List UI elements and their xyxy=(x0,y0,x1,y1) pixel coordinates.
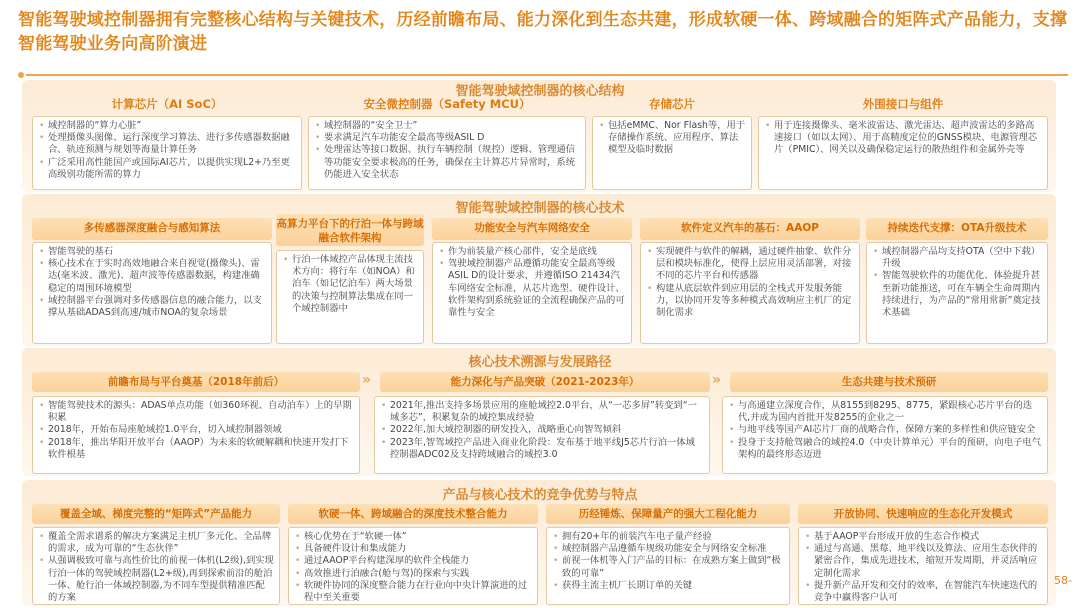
list-item: • 驾驶域控制器产品遵循功能安全最高等级ASIL D的设计要求，并遵循ISO 21434汽车网络安全标准，从芯片选型、硬件设计、软件架构到系统验证的全流程确保产品的可靠性与安全 xyxy=(438,258,626,319)
list-item: • 2021年,推出支持多场景应用的座舱域控2.0平台，从“一芯多屏”转变到“一域多芯”，积累复杂的域控集成经验 xyxy=(380,400,704,424)
chevron-right-icon: » xyxy=(362,372,372,388)
list-item: • 域控制器的“安全卫士” xyxy=(314,120,580,132)
list-item: • 核心技术在于实时高效地融合来自视觉(摄像头)、雷达(毫米波、激光)、超声波等传感器数据，构建准确稳定的周围环境模型 xyxy=(38,258,266,295)
tech-head-4: 软件定义汽车的基石：AAOP xyxy=(640,218,860,240)
structure-head-2: 安全微控制器（Safety MCU） xyxy=(363,97,531,111)
list-item: • 提升新产品开发和交付的效率，在智能汽车快速迭代的竞争中赢得客户认可 xyxy=(804,580,1042,604)
list-item: • 覆盖全需求谱系的解决方案满足主机厂多元化、全品牌的需求，成为可靠的“生态伙伴” xyxy=(38,531,274,555)
structure-card-4 xyxy=(758,116,1048,190)
list-item: • 要求满足汽车功能安全最高等级ASIL D xyxy=(314,132,580,144)
list-item: • 与地平线等国产AI芯片厂商的战略合作，保障方案的多样性和供应链安全 xyxy=(728,424,1042,436)
list-item: • 包括eMMC、Nor Flash等，用于存储操作系统、应用程序、算法模型及临时数据 xyxy=(598,120,746,157)
structure-head-3: 存储芯片 xyxy=(649,97,695,111)
list-item: • 域控制器产品均支持OTA（空中下载）升级 xyxy=(872,246,1042,270)
list-item: • 投身于支持舱驾融合的域控4.0（中央计算单元）平台的预研，向电子电气架构的最终形态迈进 xyxy=(728,437,1042,461)
tech-card-2 xyxy=(276,250,424,344)
advantage-head-1: 覆盖全域、梯度完整的“矩阵式”产品能力 xyxy=(32,504,280,524)
advantage-card-3 xyxy=(546,527,790,605)
tech-card-3 xyxy=(432,242,632,344)
list-item: • 2018年，推出华阳开放平台（AAOP）为未来的软硬解耦和快速开发打下软件根基 xyxy=(38,437,354,461)
history-stage-2: 能力深化与产品突破（2021-2023年） xyxy=(380,372,710,392)
list-item: • 处理雷达等接口数据、执行车辆控制（规控）逻辑、管理通信等功能安全要求极高的任务，确保在主计算芯片异常时，系统仍能进入安全状态 xyxy=(314,144,580,181)
tech-card-1 xyxy=(32,242,272,344)
tech-head-3: 功能安全与汽车网络安全 xyxy=(432,218,632,240)
tech-card-4 xyxy=(640,242,860,344)
list-item: • 域控制器的“算力心脏” xyxy=(38,120,296,132)
list-item: • 用于连接摄像头、毫米波雷达、激光雷达、超声波雷达的多路高速接口（如以太网）、用于高精度定位的GNSS模块、电源管理芯片（PMIC）、网关以及确保稳定运行的散热组件和金属外壳等 xyxy=(764,120,1042,157)
list-item: • 域控制器产品遵循车规级功能安全与网络安全标准 xyxy=(552,543,784,555)
list-item: • 获得主流主机厂长期订单的关键 xyxy=(552,580,784,592)
page-number: 58- xyxy=(1054,574,1072,587)
history-stage-3: 生态共建与技术预研 xyxy=(730,372,1048,392)
structure-card-2 xyxy=(308,116,586,190)
advantages-section-title: 产品与核心技术的竞争优势与特点 xyxy=(442,488,638,503)
history-section-title: 核心技术溯源与发展路径 xyxy=(468,355,612,370)
list-item: • 域控制器平台强调对多传感器信息的融合能力，以支撑从基础ADAS到高速/城市NOA的复杂场景 xyxy=(38,295,266,319)
list-item: • 通过与高通、黑莓、地平线以及算法、应用生态伙伴的紧密合作，集成先进技术，缩短开发周期，并灵活响应定制化需求 xyxy=(804,543,1042,580)
list-item: • 实现硬件与软件的解耦，通过硬件抽象、软件分层和模块标准化，使得上层应用灵活部署，对接不同的芯片平台和传感器 xyxy=(646,246,854,283)
tech-head-1: 多传感器深度融合与感知算法 xyxy=(32,218,272,240)
list-item: • 与高通建立深度合作，从8155到8295、8775，紧跟核心芯片平台的迭代,并成为国内首批开发8255的企业之一 xyxy=(728,400,1042,424)
list-item: • 核心优势在于“软硬一体” xyxy=(294,531,532,543)
structure-card-3 xyxy=(592,116,752,190)
tech-card-5 xyxy=(866,242,1048,344)
structure-head-4: 外围接口与组件 xyxy=(862,97,944,111)
structure-card-1 xyxy=(32,116,302,190)
list-item: • 从强调极致可靠与高性价比的前视一体机(L2级),到实现行泊一体的驾驶域控制器(L2+级),再到探索前沿的舱泊一体、舱行泊一体域控制器,为不同车型提供精准匹配的方案 xyxy=(38,555,274,604)
list-item: • 行泊一体域控产品体现主流技术方向：将行车（如NOA）和泊车（如记忆泊车）两大场景的决策与控制算法集成在同一个域控制器中 xyxy=(282,254,418,315)
tech-section-title: 智能驾驶域控制器的核心技术 xyxy=(455,201,625,216)
list-item: • 作为前装量产核心部件，安全是底线 xyxy=(438,246,626,258)
list-item: • 拥有20+年的前装汽车电子量产经验 xyxy=(552,531,784,543)
list-item: • 通过AAOP平台构建深厚的软件全栈能力 xyxy=(294,555,532,567)
history-card-2 xyxy=(374,396,710,474)
structure-section-title: 智能驾驶域控制器的核心结构 xyxy=(455,84,625,99)
advantage-head-4: 开放协同、快速响应的生态化开发模式 xyxy=(798,504,1048,524)
chevron-right-icon: » xyxy=(712,372,722,388)
list-item: • 前视一体机等入门产品的目标：在成熟方案上做到“极致的可靠” xyxy=(552,555,784,579)
list-item: • 2018年，开始布局座舱域控1.0平台，切入域控制器领域 xyxy=(38,424,354,436)
title-divider xyxy=(18,72,1068,78)
page-title: 智能驾驶域控制器拥有完整核心结构与关键技术，历经前瞻布局、能力深化到生态共建，形成软硬一体、跨域融合的矩阵式产品能力，支撑智能驾驶业务向高阶演进 xyxy=(18,10,1068,54)
list-item: • 具备硬件设计和集成能力 xyxy=(294,543,532,555)
tech-head-5: 持续迭代支撑：OTA升级技术 xyxy=(866,218,1048,240)
tech-head-2: 高算力平台下的行泊一体与跨域融合软件架构 xyxy=(276,214,424,246)
structure-head-1: 计算芯片（AI SoC） xyxy=(111,97,223,111)
list-item: • 基于AAOP平台形成开放的生态合作模式 xyxy=(804,531,1042,543)
list-item: • 2022年,加大域控制器的研发投入，战略重心向智驾倾斜 xyxy=(380,424,704,436)
list-item: • 高效推进行泊融合(舱与驾)的探索与实践 xyxy=(294,568,532,580)
advantage-head-2: 软硬一体、跨域融合的深度技术整合能力 xyxy=(288,504,538,524)
list-item: • 广泛采用高性能国产或国际AI芯片，以提供实现L2+乃至更高级别功能所需的算力 xyxy=(38,157,296,181)
history-card-3 xyxy=(722,396,1048,474)
advantage-card-4 xyxy=(798,527,1048,605)
list-item: • 智能驾驶的基石 xyxy=(38,246,266,258)
list-item: • 软硬件协同的深度整合能力在行业向中央计算演进的过程中至关重要 xyxy=(294,580,532,604)
advantage-card-1 xyxy=(32,527,280,605)
history-card-1 xyxy=(32,396,360,474)
history-stage-1: 前瞻布局与平台奠基（2018年前后） xyxy=(32,372,360,392)
list-item: • 智能驾驶软件的功能优化、体验提升甚至新功能推送，可在车辆全生命周期内持续进行，为产品的“常用常新”奠定技术基础 xyxy=(872,270,1042,319)
list-item: • 处理摄像头图像、运行深度学习算法、进行多传感器数据融合、轨迹预测与规划等海量计算任务 xyxy=(38,132,296,156)
list-item: • 2023年,智驾域控产品进入商业化阶段：发布基于地平线J5芯片行泊一体域控制器ADC02及支持跨域融合的域控3.0 xyxy=(380,437,704,461)
list-item: • 构建从底层软件到应用层的全栈式开发服务能力，以协同开发等多种模式高效响应主机厂的定制化需求 xyxy=(646,283,854,320)
list-item: • 智能驾驶技术的源头：ADAS单点功能（如360环视、自动泊车）上的早期积累 xyxy=(38,400,354,424)
advantage-card-2 xyxy=(288,527,538,605)
advantage-head-3: 历经锤炼、保障量产的强大工程化能力 xyxy=(546,504,790,524)
